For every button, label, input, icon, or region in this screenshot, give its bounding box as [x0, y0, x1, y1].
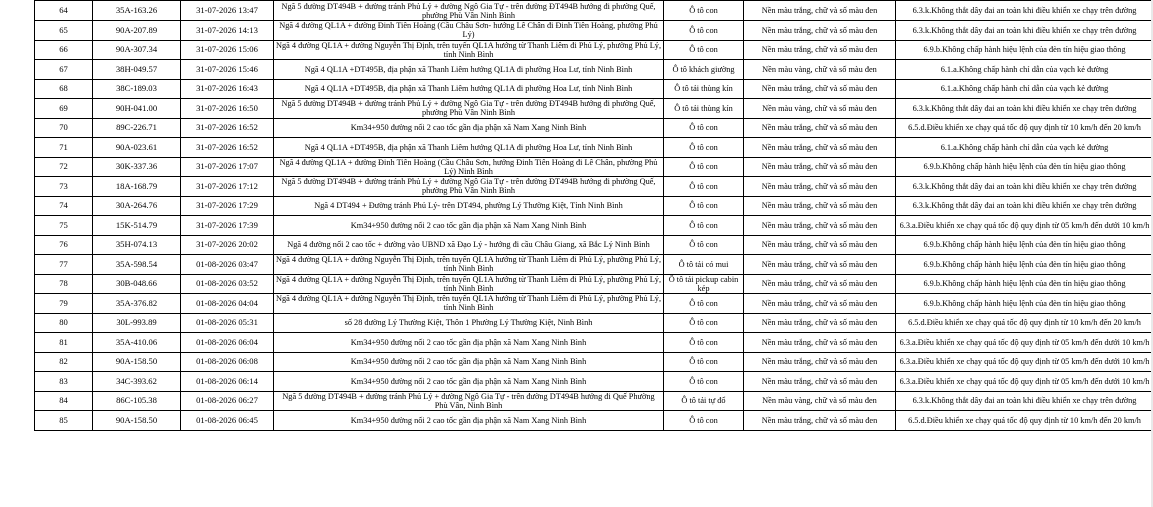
row-number: 82: [35, 352, 93, 372]
license-plate: 38H-049.57: [93, 60, 181, 80]
violation-location: Km34+950 đường nối 2 cao tốc gần địa phận xã Nam Xang Ninh Bình: [274, 216, 664, 236]
table-row: [35, 99, 1153, 119]
violation-description: 6.9.b.Không chấp hành hiệu lệnh của đèn tín hiệu giao thông: [896, 235, 1153, 255]
violation-description: 6.3.a.Điều khiển xe chạy quá tốc độ quy định từ 05 km/h đến dưới 10 km/h: [896, 216, 1153, 236]
license-plate: 30K-337.36: [93, 157, 181, 177]
violation-description: 6.3.k.Không thắt dây đai an toàn khi điều khiển xe chạy trên đường: [896, 21, 1153, 41]
license-plate: 90A-023.61: [93, 138, 181, 158]
license-plate: 90A-207.89: [93, 21, 181, 41]
violation-description: 6.1.a.Không chấp hành chỉ dẫn của vạch kẻ đường: [896, 60, 1153, 80]
plate-color: Nền màu trắng, chữ và số màu đen: [744, 372, 896, 392]
violation-location: Ngã 4 đường QL1A + đường Nguyễn Thị Định, trên tuyến QL1A hướng từ Thanh Liêm đi Phủ Lý, phường Phủ Lý, tỉnh Ninh Bình: [274, 40, 664, 60]
table-row: [35, 274, 1153, 294]
table-row: [35, 411, 1153, 431]
row-number: 75: [35, 216, 93, 236]
violation-location: Ngã 4 QL1A +DT495B, địa phận xã Thanh Liêm hướng QL1A đi phường Hoa Lư, tỉnh Ninh Bình: [274, 60, 664, 80]
row-number: 85: [35, 411, 93, 431]
plate-color: Nền màu vàng, chữ và số màu đen: [744, 99, 896, 119]
violation-description: 6.9.b.Không chấp hành hiệu lệnh của đèn tín hiệu giao thông: [896, 40, 1153, 60]
vehicle-type: Ô tô con: [664, 372, 744, 392]
violation-description: 6.5.d.Điều khiển xe chạy quá tốc độ quy định từ 10 km/h đến 20 km/h: [896, 411, 1153, 431]
license-plate: 89C-226.71: [93, 118, 181, 138]
violation-time: 31-07-2026 17:29: [181, 196, 274, 216]
plate-color: Nền màu trắng, chữ và số màu đen: [744, 235, 896, 255]
table-row: [35, 118, 1153, 138]
plate-color: Nền màu trắng, chữ và số màu đen: [744, 118, 896, 138]
violation-description: 6.9.b.Không chấp hành hiệu lệnh của đèn tín hiệu giao thông: [896, 255, 1153, 275]
violation-time: 01-08-2026 06:14: [181, 372, 274, 392]
violation-description: 6.1.a.Không chấp hành chỉ dẫn của vạch kẻ đường: [896, 138, 1153, 158]
violation-description: 6.3.k.Không thắt dây đai an toàn khi điều khiển xe chạy trên đường: [896, 1, 1153, 21]
license-plate: 90A-158.50: [93, 411, 181, 431]
row-number: 79: [35, 294, 93, 314]
violation-location: Ngã 4 QL1A +DT495B, địa phận xã Thanh Liêm hướng QL1A đi phường Hoa Lư, tỉnh Ninh Bình: [274, 138, 664, 158]
plate-color: Nền màu trắng, chữ và số màu đen: [744, 1, 896, 21]
plate-color: Nền màu trắng, chữ và số màu đen: [744, 138, 896, 158]
row-number: 70: [35, 118, 93, 138]
license-plate: 90A-158.50: [93, 352, 181, 372]
violation-description: 6.3.k.Không thắt dây đai an toàn khi điều khiển xe chạy trên đường: [896, 177, 1153, 197]
violation-time: 01-08-2026 06:04: [181, 333, 274, 353]
plate-color: Nền màu trắng, chữ và số màu đen: [744, 157, 896, 177]
vehicle-type: Ô tô tải tự đổ: [664, 391, 744, 411]
violation-time: 01-08-2026 05:31: [181, 313, 274, 333]
row-number: 76: [35, 235, 93, 255]
plate-color: Nền màu trắng, chữ và số màu đen: [744, 255, 896, 275]
violation-description: 6.9.b.Không chấp hành hiệu lệnh của đèn tín hiệu giao thông: [896, 157, 1153, 177]
license-plate: 30B-048.66: [93, 274, 181, 294]
row-number: 73: [35, 177, 93, 197]
plate-color: Nền màu trắng, chữ và số màu đen: [744, 274, 896, 294]
table-row: [35, 40, 1153, 60]
license-plate: 35A-410.06: [93, 333, 181, 353]
vehicle-type: Ô tô tải pickup cabin kép: [664, 274, 744, 294]
violation-location: Ngã 4 đường QL1A + đường Nguyễn Thị Định, trên tuyến QL1A hướng từ Thanh Liêm đi Phủ Lý, phường Phủ Lý, tỉnh Ninh Bình: [274, 294, 664, 314]
license-plate: 38C-189.03: [93, 79, 181, 99]
vehicle-type: Ô tô con: [664, 1, 744, 21]
table-row: [35, 235, 1153, 255]
table-row: [35, 138, 1153, 158]
row-number: 72: [35, 157, 93, 177]
plate-color: Nền màu trắng, chữ và số màu đen: [744, 21, 896, 41]
violation-description: 6.3.a.Điều khiển xe chạy quá tốc độ quy định từ 05 km/h đến dưới 10 km/h: [896, 333, 1153, 353]
table-row: [35, 294, 1153, 314]
table-row: [35, 313, 1153, 333]
license-plate: 35H-074.13: [93, 235, 181, 255]
license-plate: 34C-393.62: [93, 372, 181, 392]
vehicle-type: Ô tô con: [664, 313, 744, 333]
violation-location: Ngã 4 đường QL1A + đường Đinh Tiên Hoàng (Cầu Châu Sơn, hướng Đinh Tiên Hoàng đi Lê Chân, phường Phủ Lý) Ninh Bình: [274, 157, 664, 177]
row-number: 71: [35, 138, 93, 158]
plate-color: Nền màu trắng, chữ và số màu đen: [744, 196, 896, 216]
license-plate: 35A-376.82: [93, 294, 181, 314]
table-row: [35, 352, 1153, 372]
row-number: 78: [35, 274, 93, 294]
table-row: [35, 60, 1153, 80]
vehicle-type: Ô tô con: [664, 118, 744, 138]
license-plate: 18A-168.79: [93, 177, 181, 197]
license-plate: 90A-307.34: [93, 40, 181, 60]
plate-color: Nền màu trắng, chữ và số màu đen: [744, 79, 896, 99]
vehicle-type: Ô tô con: [664, 157, 744, 177]
table-row: [35, 79, 1153, 99]
table-row: [35, 1, 1153, 21]
violation-location: Km34+950 đường nối 2 cao tốc gần địa phận xã Nam Xang Ninh Bình: [274, 411, 664, 431]
table-row: [35, 216, 1153, 236]
plate-color: Nền màu trắng, chữ và số màu đen: [744, 294, 896, 314]
violation-location: Km34+950 đường nối 2 cao tốc gần địa phận xã Nam Xang Ninh Bình: [274, 372, 664, 392]
license-plate: 15K-514.79: [93, 216, 181, 236]
violation-time: 31-07-2026 16:52: [181, 118, 274, 138]
table-row: [35, 157, 1153, 177]
violation-time: 31-07-2026 17:07: [181, 157, 274, 177]
violation-description: 6.3.k.Không thắt dây đai an toàn khi điều khiển xe chạy trên đường: [896, 391, 1153, 411]
vehicle-type: Ô tô con: [664, 177, 744, 197]
row-number: 67: [35, 60, 93, 80]
violation-location: Ngã 4 DT494 + Đường tránh Phủ Lý- trên DT494, phường Lý Thường Kiệt, Tỉnh Ninh Bình: [274, 196, 664, 216]
plate-color: Nền màu trắng, chữ và số màu đen: [744, 40, 896, 60]
vehicle-type: Ô tô con: [664, 138, 744, 158]
plate-color: Nền màu trắng, chữ và số màu đen: [744, 333, 896, 353]
table-row: [35, 21, 1153, 41]
license-plate: 30A-264.76: [93, 196, 181, 216]
row-number: 68: [35, 79, 93, 99]
vehicle-type: Ô tô khách giường: [664, 60, 744, 80]
violation-description: 6.3.a.Điều khiển xe chạy quá tốc độ quy định từ 05 km/h đến dưới 10 km/h: [896, 372, 1153, 392]
table-row: [35, 196, 1153, 216]
violation-description: 6.5.d.Điều khiển xe chạy quá tốc độ quy định từ 10 km/h đến 20 km/h: [896, 313, 1153, 333]
violation-description: 6.3.k.Không thắt dây đai an toàn khi điều khiển xe chạy trên đường: [896, 196, 1153, 216]
vehicle-type: Ô tô con: [664, 235, 744, 255]
violation-location: Ngã 5 đường DT494B + đường tránh Phủ Lý + đường Ngô Gia Tự - trên đường ĐT494B hướng đi phường Quế, phường Phù Vân Ninh Bình: [274, 99, 664, 119]
violation-document: [34, 0, 1153, 431]
violation-time: 31-07-2026 16:43: [181, 79, 274, 99]
plate-color: Nền màu vàng, chữ và số màu đen: [744, 60, 896, 80]
vehicle-type: Ô tô tải có mui: [664, 255, 744, 275]
violation-time: 01-08-2026 03:52: [181, 274, 274, 294]
violation-time: 31-07-2026 15:46: [181, 60, 274, 80]
plate-color: Nền màu trắng, chữ và số màu đen: [744, 411, 896, 431]
license-plate: 90H-041.00: [93, 99, 181, 119]
vehicle-type: Ô tô con: [664, 411, 744, 431]
vehicle-type: Ô tô con: [664, 216, 744, 236]
vehicle-type: Ô tô con: [664, 21, 744, 41]
row-number: 74: [35, 196, 93, 216]
violation-description: 6.9.b.Không chấp hành hiệu lệnh của đèn tín hiệu giao thông: [896, 274, 1153, 294]
row-number: 84: [35, 391, 93, 411]
plate-color: Nền màu trắng, chữ và số màu đen: [744, 177, 896, 197]
license-plate: 35A-598.54: [93, 255, 181, 275]
violation-description: 6.9.b.Không chấp hành hiệu lệnh của đèn tín hiệu giao thông: [896, 294, 1153, 314]
plate-color: Nền màu vàng, chữ và số màu đen: [744, 391, 896, 411]
row-number: 66: [35, 40, 93, 60]
row-number: 80: [35, 313, 93, 333]
vehicle-type: Ô tô con: [664, 352, 744, 372]
violation-location: số 28 đường Lý Thường Kiệt, Thôn 1 Phường Lý Thường Kiệt, Ninh Bình: [274, 313, 664, 333]
table-row: [35, 333, 1153, 353]
violation-location: Ngã 4 đường nối 2 cao tốc + đường vào UBND xã Đạo Lý - hướng đi cầu Châu Giang, xã Bắc Lý Ninh Bình: [274, 235, 664, 255]
violation-time: 01-08-2026 06:27: [181, 391, 274, 411]
license-plate: 35A-163.26: [93, 1, 181, 21]
violation-description: 6.3.a.Điều khiển xe chạy quá tốc độ quy định từ 05 km/h đến dưới 10 km/h: [896, 352, 1153, 372]
row-number: 77: [35, 255, 93, 275]
violation-location: Ngã 4 đường QL1A + đường Nguyễn Thị Định, trên tuyến QL1A hướng từ Thanh Liêm đi Phủ Lý, phường Phủ Lý, tỉnh Ninh Bình: [274, 255, 664, 275]
vehicle-type: Ô tô con: [664, 294, 744, 314]
violation-description: 6.5.d.Điều khiển xe chạy quá tốc độ quy định từ 10 km/h đến 20 km/h: [896, 118, 1153, 138]
violation-location: Ngã 4 QL1A +DT495B, địa phận xã Thanh Liêm hướng QL1A đi phường Hoa Lư, tỉnh Ninh Bình: [274, 79, 664, 99]
vehicle-type: Ô tô con: [664, 40, 744, 60]
violation-description: 6.3.k.Không thắt dây đai an toàn khi điều khiển xe chạy trên đường: [896, 99, 1153, 119]
vehicle-type: Ô tô tải thùng kín: [664, 79, 744, 99]
table-row: [35, 177, 1153, 197]
row-number: 81: [35, 333, 93, 353]
violation-location: Km34+950 đường nối 2 cao tốc gần địa phận xã Nam Xang Ninh Bình: [274, 333, 664, 353]
violation-time: 31-07-2026 16:50: [181, 99, 274, 119]
violation-time: 01-08-2026 03:47: [181, 255, 274, 275]
violation-time: 31-07-2026 17:39: [181, 216, 274, 236]
table-body: [35, 1, 1153, 431]
violation-time: 31-07-2026 13:47: [181, 1, 274, 21]
violation-time: 31-07-2026 17:12: [181, 177, 274, 197]
violation-time: 31-07-2026 14:13: [181, 21, 274, 41]
violation-description: 6.1.a.Không chấp hành chỉ dẫn của vạch kẻ đường: [896, 79, 1153, 99]
violation-time: 31-07-2026 16:52: [181, 138, 274, 158]
violation-time: 31-07-2026 15:06: [181, 40, 274, 60]
violation-time: 01-08-2026 06:08: [181, 352, 274, 372]
row-number: 83: [35, 372, 93, 392]
row-number: 65: [35, 21, 93, 41]
plate-color: Nền màu trắng, chữ và số màu đen: [744, 216, 896, 236]
table-row: [35, 391, 1153, 411]
plate-color: Nền màu trắng, chữ và số màu đen: [744, 352, 896, 372]
violation-location: Ngã 4 đường QL1A + đường Nguyễn Thị Định, trên tuyến QL1A hướng từ Thanh Liêm đi Phủ Lý, phường Phủ Lý, tỉnh Ninh Bình: [274, 274, 664, 294]
violation-location: Km34+950 đường nối 2 cao tốc gần địa phận xã Nam Xang Ninh Bình: [274, 352, 664, 372]
table-row: [35, 372, 1153, 392]
violation-location: Ngã 5 đường DT494B + đường tránh Phủ Lý + đường Ngô Gia Tự - trên đường DT494B hướng đi Quế Phường Phù Vân, Ninh Bình: [274, 391, 664, 411]
violation-location: Ngã 5 đường DT494B + đường tránh Phủ Lý + đường Ngô Gia Tự - trên đường ĐT494B hướng đi phường Quế, phường Phù Vân Ninh Bình: [274, 1, 664, 21]
violation-location: Ngã 5 đường DT494B + đường tránh Phủ Lý + đường Ngô Gia Tự - trên đường ĐT494B hướng đi phường Quế, phường Phù Vân Ninh Bình: [274, 177, 664, 197]
violation-table: [34, 0, 1153, 431]
violation-time: 31-07-2026 20:02: [181, 235, 274, 255]
violation-time: 01-08-2026 04:04: [181, 294, 274, 314]
violation-time: 01-08-2026 06:45: [181, 411, 274, 431]
vehicle-type: Ô tô con: [664, 333, 744, 353]
table-row: [35, 255, 1153, 275]
violation-location: Ngã 4 đường QL1A + đường Đinh Tiên Hoàng (Cầu Châu Sơn- hướng Lê Chân đi Đinh Tiên Hoàng, phường Phủ Lý): [274, 21, 664, 41]
row-number: 64: [35, 1, 93, 21]
plate-color: Nền màu trắng, chữ và số màu đen: [744, 313, 896, 333]
row-number: 69: [35, 99, 93, 119]
violation-location: Km34+950 đường nối 2 cao tốc gần địa phận xã Nam Xang Ninh Bình: [274, 118, 664, 138]
vehicle-type: Ô tô tải thùng kín: [664, 99, 744, 119]
license-plate: 86C-105.38: [93, 391, 181, 411]
license-plate: 30L-993.89: [93, 313, 181, 333]
vehicle-type: Ô tô con: [664, 196, 744, 216]
